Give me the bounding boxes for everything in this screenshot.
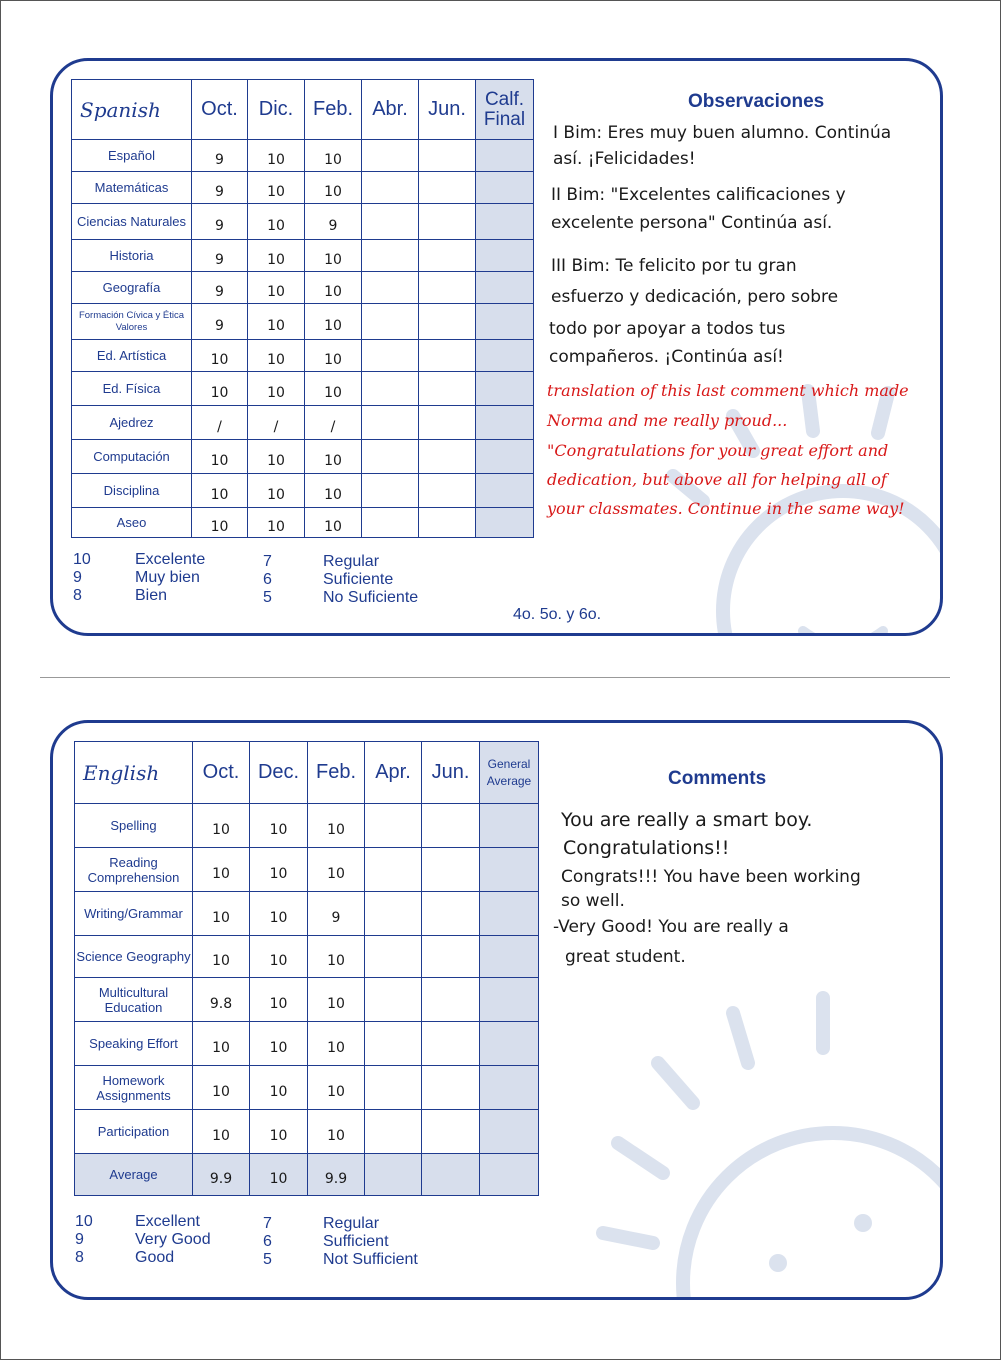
month-header: Abr. — [362, 80, 419, 140]
scale-label: Very Good — [135, 1231, 211, 1248]
scale-num: 7 — [263, 1215, 272, 1232]
grading-scale — [75, 1213, 475, 1273]
grade-cell — [362, 172, 419, 204]
average-cell — [365, 1154, 422, 1196]
grade-cell — [419, 304, 476, 340]
grade-cell: 10 — [250, 892, 308, 936]
average-label: Average — [75, 1154, 193, 1196]
observation-line: todo por apoyar a todos tus — [549, 319, 786, 339]
grade-cell — [422, 848, 480, 892]
grade-cell — [419, 440, 476, 474]
grade-cell — [365, 1110, 422, 1154]
subject-row — [75, 848, 539, 892]
scale-num: 10 — [75, 1213, 93, 1230]
scale-label: Excellent — [135, 1213, 200, 1230]
scale-num: 6 — [263, 571, 272, 588]
grade-cell: 9 — [192, 272, 248, 304]
grade-cell — [419, 372, 476, 406]
month-header: Feb. — [305, 80, 362, 140]
grade-cell — [419, 474, 476, 508]
grade-cell: 10 — [192, 340, 248, 372]
grade-cell: 10 — [193, 1066, 250, 1110]
grade-cell: 10 — [248, 272, 305, 304]
grade-cell: 9.8 — [193, 978, 250, 1022]
grade-cell: 10 — [305, 508, 362, 538]
grade-cell — [422, 892, 480, 936]
subject-row — [72, 440, 534, 474]
grade-cell — [362, 204, 419, 240]
comment-line: You are really a smart boy. — [561, 809, 813, 831]
grade-cell — [365, 892, 422, 936]
subject-row — [72, 340, 534, 372]
grade-cell: 10 — [248, 304, 305, 340]
subject-name: Español — [72, 140, 192, 172]
grade-cell: 10 — [192, 474, 248, 508]
grade-cell: 10 — [248, 240, 305, 272]
scale-num: 9 — [73, 569, 82, 586]
grade-cell — [419, 406, 476, 440]
grade-cell: 10 — [248, 204, 305, 240]
final-grade-cell — [480, 892, 539, 936]
grade-cell — [422, 1066, 480, 1110]
fold-line — [40, 677, 950, 678]
observation-line: excelente persona" Continúa así. — [551, 213, 833, 233]
grade-cell: 9 — [192, 140, 248, 172]
subject-row — [72, 240, 534, 272]
observation-line: esfuerzo y dedicación, pero sobre — [551, 287, 839, 307]
grade-cell: 10 — [192, 508, 248, 538]
final-grade-cell — [476, 204, 534, 240]
scale-num: 5 — [263, 1251, 272, 1268]
final-grade-cell — [476, 406, 534, 440]
grade-cell: 10 — [250, 1022, 308, 1066]
grade-cell: 10 — [250, 848, 308, 892]
grade-cell: 10 — [308, 978, 365, 1022]
grade-cell: 10 — [248, 508, 305, 538]
final-grade-cell — [476, 440, 534, 474]
grade-cell — [362, 508, 419, 538]
final-grade-header — [476, 80, 534, 140]
scale-label: Not Sufficient — [323, 1251, 418, 1268]
final-header-line1: Calf. — [484, 88, 525, 110]
final-grade-cell — [476, 272, 534, 304]
subject-row — [72, 204, 534, 240]
english-report-card — [50, 720, 943, 1300]
grade-cell: / — [192, 406, 248, 440]
scale-num: 8 — [75, 1249, 84, 1266]
translation-line: your classmates. Continue in the same way! — [547, 499, 905, 518]
comment-line: great student. — [565, 947, 686, 967]
observations-title: Observaciones — [688, 91, 825, 112]
subject-name: Matemáticas — [72, 172, 192, 204]
grade-cell — [362, 272, 419, 304]
grade-cell: 10 — [248, 340, 305, 372]
grade-cell: 10 — [250, 804, 308, 848]
average-row — [75, 1154, 539, 1196]
comments-title: Comments — [668, 768, 767, 789]
subject-name: Ajedrez — [72, 406, 192, 440]
grade-cell — [419, 272, 476, 304]
grade-cell — [419, 508, 476, 538]
observation-line: I Bim: Eres muy buen alumno. Continúa — [553, 123, 892, 143]
grade-cell — [422, 1022, 480, 1066]
month-header: Oct. — [192, 80, 248, 140]
subject-name: Spelling — [75, 804, 193, 848]
subject-row — [72, 508, 534, 538]
subject-name: Reading Comprehension — [75, 848, 193, 892]
grade-cell: 10 — [305, 440, 362, 474]
grade-cell: 10 — [248, 172, 305, 204]
subject-row — [75, 1022, 539, 1066]
grade-cell: 10 — [250, 936, 308, 978]
english-grades-table — [74, 741, 539, 1196]
grade-cell: 10 — [193, 848, 250, 892]
grade-cell — [362, 372, 419, 406]
spanish-report-card — [50, 58, 943, 636]
subject-name: Science Geography — [75, 936, 193, 978]
scale-label: Regular — [323, 553, 380, 570]
grade-cell: 10 — [250, 1066, 308, 1110]
subject-name: Multicultural Education — [75, 978, 193, 1022]
grade-cell — [362, 340, 419, 372]
grade-cell — [422, 1110, 480, 1154]
grade-cell — [365, 936, 422, 978]
grade-cell — [422, 978, 480, 1022]
subject-row — [72, 372, 534, 406]
final-grade-cell — [476, 474, 534, 508]
comment-line: Congrats!!! You have been working — [561, 867, 861, 887]
grade-cell: 10 — [250, 1110, 308, 1154]
month-header: Dec. — [250, 742, 308, 804]
scale-label: Good — [135, 1249, 175, 1266]
scale-label: Regular — [323, 1215, 380, 1232]
comment-line: so well. — [561, 891, 625, 911]
grade-cell: 10 — [193, 804, 250, 848]
scale-label: Suficiente — [323, 571, 394, 588]
grade-cell — [422, 936, 480, 978]
grade-cell — [362, 140, 419, 172]
scale-label: No Suficiente — [323, 589, 419, 606]
grade-cell — [419, 204, 476, 240]
grade-cell: 9 — [192, 172, 248, 204]
grade-cell: 10 — [193, 1110, 250, 1154]
grade-cell: 10 — [305, 304, 362, 340]
grade-cell: 10 — [308, 1022, 365, 1066]
subject-row — [72, 172, 534, 204]
scale-label: Bien — [135, 587, 168, 604]
subject-name: Computación — [72, 440, 192, 474]
scale-label: Muy bien — [135, 569, 200, 586]
grade-cell: 10 — [305, 140, 362, 172]
grade-cell: 10 — [305, 340, 362, 372]
grade-cell — [365, 848, 422, 892]
grade-cell — [362, 240, 419, 272]
subject-name: Aseo — [72, 508, 192, 538]
final-grade-cell — [480, 1066, 539, 1110]
subject-name: Participation — [75, 1110, 193, 1154]
grade-cell: 9 — [192, 304, 248, 340]
grade-cell: 10 — [308, 936, 365, 978]
subject-name: Speaking Effort — [75, 1022, 193, 1066]
subject-name: Ed. Artística — [72, 340, 192, 372]
translation-line: dedication, but above all for helping all of — [547, 470, 887, 489]
grade-cell — [365, 1022, 422, 1066]
scale-num: 9 — [75, 1231, 84, 1248]
grade-cell: 10 — [250, 978, 308, 1022]
grade-cell: 10 — [308, 804, 365, 848]
subject-name: Writing/Grammar — [75, 892, 193, 936]
subject-name: Ed. Física — [72, 372, 192, 406]
grade-cell — [362, 440, 419, 474]
final-grade-cell — [480, 1110, 539, 1154]
grade-cell: 10 — [193, 892, 250, 936]
final-grade-cell — [480, 1154, 539, 1196]
grade-cell — [419, 340, 476, 372]
subject-row — [72, 304, 534, 340]
grade-cell — [365, 804, 422, 848]
grade-cell: 10 — [192, 372, 248, 406]
grade-cell — [419, 140, 476, 172]
language-title: English — [75, 742, 193, 804]
grade-cell: 10 — [193, 936, 250, 978]
final-grade-cell — [476, 340, 534, 372]
grade-cell: 10 — [305, 240, 362, 272]
month-header: Oct. — [193, 742, 250, 804]
month-header: Jun. — [422, 742, 480, 804]
language-title: Spanish — [72, 80, 192, 140]
month-header: Feb. — [308, 742, 365, 804]
grade-cell: 10 — [308, 1110, 365, 1154]
average-cell: 9.9 — [308, 1154, 365, 1196]
grade-cell: 9 — [192, 204, 248, 240]
spanish-grades-table — [71, 79, 534, 538]
subject-name: Disciplina — [72, 474, 192, 508]
grade-cell: / — [248, 406, 305, 440]
grade-cell: 9 — [192, 240, 248, 272]
scale-num: 10 — [73, 551, 91, 568]
subject-row — [75, 892, 539, 936]
grade-cell: 9 — [308, 892, 365, 936]
subject-row — [75, 1110, 539, 1154]
scale-num: 6 — [263, 1233, 272, 1250]
average-cell — [422, 1154, 480, 1196]
observation-line: así. ¡Felicidades! — [553, 149, 696, 169]
translation-line: translation of this last comment which made — [547, 381, 909, 400]
subject-row — [75, 1066, 539, 1110]
grade-cell: 10 — [305, 272, 362, 304]
grade-cell — [362, 406, 419, 440]
average-cell: 9.9 — [193, 1154, 250, 1196]
subject-row — [72, 272, 534, 304]
grading-scale — [73, 551, 473, 611]
grade-cell: 10 — [248, 440, 305, 474]
final-grade-cell — [476, 240, 534, 272]
subject-name: Ciencias Naturales — [72, 204, 192, 240]
final-grade-cell — [476, 508, 534, 538]
final-grade-cell — [480, 978, 539, 1022]
grade-cell: 10 — [248, 474, 305, 508]
final-grade-cell — [476, 140, 534, 172]
translation-line: Norma and me really proud... — [547, 411, 788, 430]
month-header: Jun. — [419, 80, 476, 140]
final-grade-cell — [476, 372, 534, 406]
month-header: Dic. — [248, 80, 305, 140]
observation-line: III Bim: Te felicito por tu gran — [551, 256, 797, 276]
subject-name: Formación Cívica y Ética Valores — [72, 304, 192, 340]
grade-cell — [365, 1066, 422, 1110]
subject-row — [75, 804, 539, 848]
scale-num: 8 — [73, 587, 82, 604]
final-header-line2: Average — [486, 773, 532, 788]
grade-levels-label: 4o. 5o. y 6o. — [513, 606, 602, 623]
comment-line: -Very Good! You are really a — [553, 917, 789, 937]
grade-cell: 10 — [308, 848, 365, 892]
translation-line: "Congratulations for your great effort and — [547, 441, 889, 460]
final-grade-cell — [480, 804, 539, 848]
scale-label: Sufficient — [323, 1233, 389, 1250]
final-grade-cell — [480, 936, 539, 978]
grade-cell: 9 — [305, 204, 362, 240]
grade-cell — [419, 172, 476, 204]
final-grade-cell — [476, 304, 534, 340]
grade-cell: 10 — [193, 1022, 250, 1066]
scale-label: Excelente — [135, 551, 206, 568]
grade-cell: 10 — [305, 474, 362, 508]
grade-cell — [422, 804, 480, 848]
subject-row — [72, 406, 534, 440]
grade-cell: 10 — [305, 372, 362, 406]
comment-line: Congratulations!! — [563, 837, 730, 859]
final-grade-header — [480, 742, 539, 804]
scale-num: 7 — [263, 553, 272, 570]
final-grade-cell — [480, 848, 539, 892]
sun-watermark-icon — [533, 983, 943, 1300]
grade-cell: 10 — [308, 1066, 365, 1110]
grade-cell: 10 — [248, 140, 305, 172]
grade-cell — [362, 304, 419, 340]
subject-name: Homework Assignments — [75, 1066, 193, 1110]
grade-cell — [419, 240, 476, 272]
final-header-line2: Final — [483, 108, 526, 130]
grade-cell: / — [305, 406, 362, 440]
final-grade-cell — [476, 172, 534, 204]
scale-num: 5 — [263, 589, 272, 606]
subject-row — [72, 474, 534, 508]
observation-line: compañeros. ¡Continúa así! — [549, 347, 784, 367]
subject-row — [75, 936, 539, 978]
observation-line: II Bim: "Excelentes calificaciones y — [551, 185, 846, 205]
grade-cell: 10 — [305, 172, 362, 204]
final-header-line1: General — [487, 756, 531, 771]
grade-cell — [365, 978, 422, 1022]
grade-cell — [362, 474, 419, 508]
subject-name: Geografía — [72, 272, 192, 304]
subject-name: Historia — [72, 240, 192, 272]
final-grade-cell — [480, 1022, 539, 1066]
subject-row — [75, 978, 539, 1022]
subject-row — [72, 140, 534, 172]
average-cell: 10 — [250, 1154, 308, 1196]
grade-cell: 10 — [192, 440, 248, 474]
grade-cell: 10 — [248, 372, 305, 406]
month-header: Apr. — [365, 742, 422, 804]
